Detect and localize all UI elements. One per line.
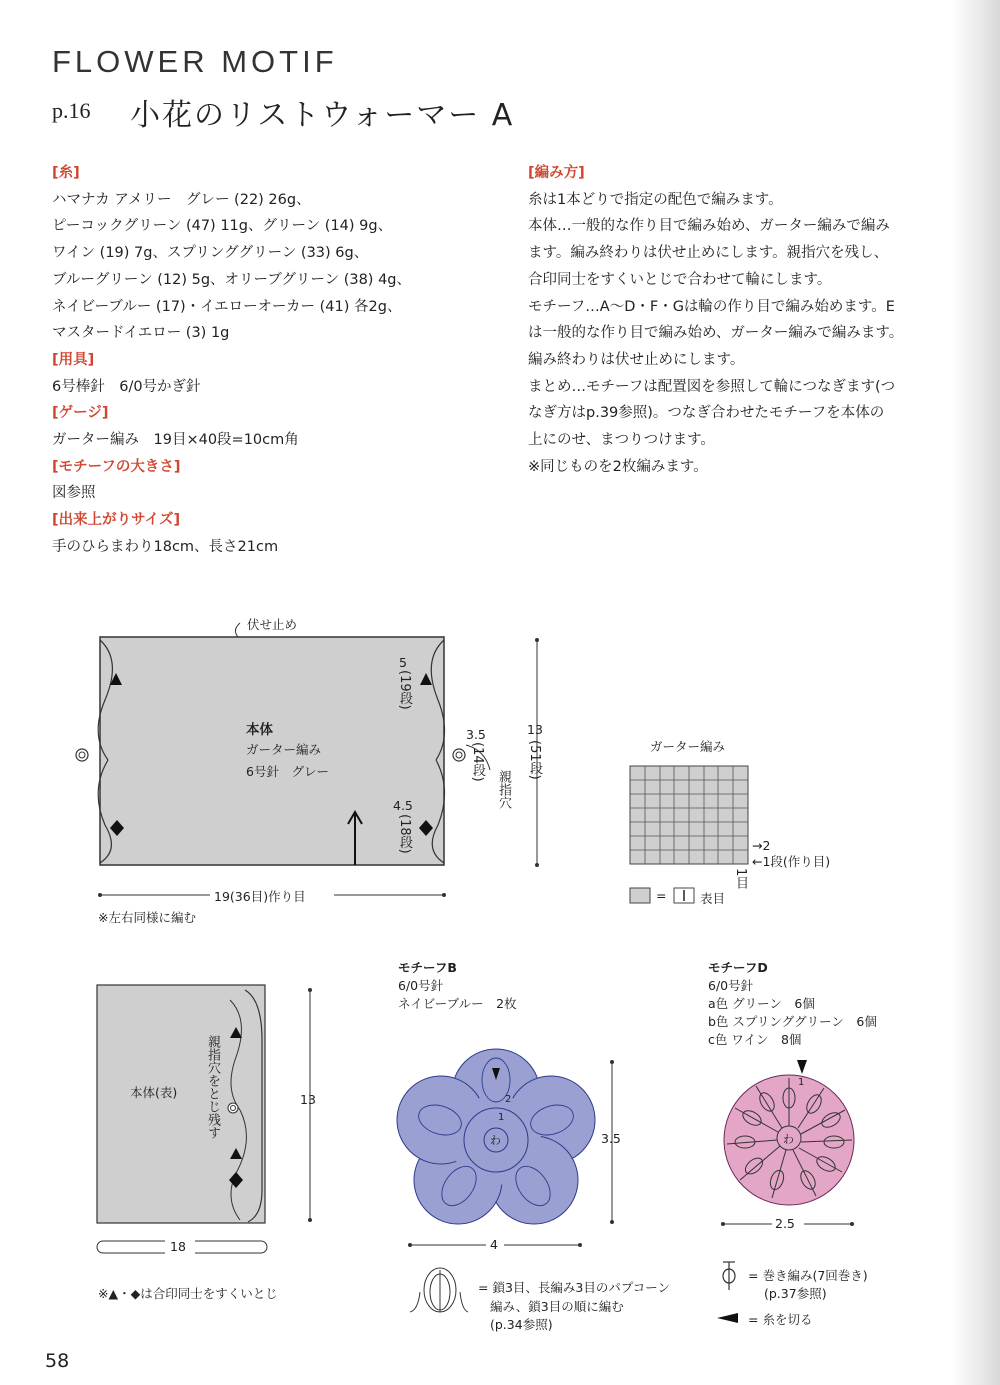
double-circle-mark — [453, 749, 465, 761]
thumb-rows: (14段) — [470, 742, 485, 782]
double-circle-mark — [228, 1103, 238, 1113]
dim-dot — [308, 1218, 312, 1222]
dim-dot — [535, 863, 539, 867]
garter-chart — [630, 766, 748, 903]
assembled-panel — [97, 985, 265, 1223]
method-line: 上にのせ、まつりつけます。 — [528, 432, 715, 449]
dim-dot — [578, 1243, 582, 1247]
gauge-heading: [ゲージ] — [52, 405, 109, 422]
motif-size-heading: [モチーフの大きさ] — [52, 458, 181, 475]
dim-dot — [408, 1243, 412, 1247]
cut-yarn-mark — [797, 1060, 807, 1074]
motif-d-width: 2.5 — [775, 1216, 795, 1231]
cut-legend: = 糸を切る — [748, 1312, 813, 1327]
method-line: 編み終わりは伏せ止めにします。 — [528, 351, 745, 368]
knit-legend-label: 表目 — [700, 891, 726, 906]
height-cm: 13 — [527, 722, 543, 737]
yarn-line: ハマナカ アメリー グレー (22) 26g、 — [52, 191, 311, 208]
top-right-cm: 5 — [399, 655, 407, 670]
dim-dot — [308, 988, 312, 992]
motif-d-color-a: a色 グリーン 6個 — [708, 996, 815, 1011]
page-number: 58 — [45, 1350, 70, 1372]
garter-stitch-num: 1目 — [733, 868, 748, 890]
motif-d-color-c: c色 ワイン 8個 — [708, 1032, 802, 1047]
yarn-line: ネイビーブルー (17)・イエローオーカー (41) 各2g、 — [52, 298, 402, 315]
bind-off-leader — [235, 623, 240, 637]
motif-b-hook: 6/0号針 — [398, 978, 444, 993]
thumb-cm: 3.5 — [466, 727, 486, 742]
bottom-right-rows: (18段) — [397, 814, 412, 854]
method-line: 糸は1本どりで指定の配色で編みます。 — [528, 191, 783, 208]
dim-dot — [610, 1220, 614, 1224]
yarn-line: ワイン (19) 7g、スプリンググリーン (33) 6g、 — [52, 245, 369, 262]
yarn-heading: [糸] — [52, 165, 80, 181]
method-line: 合印同士をすくいとじで合わせて輪にします。 — [528, 271, 832, 288]
assembled-label: 本体(表) — [130, 1085, 178, 1100]
popcorn-legend-3: (p.34参照) — [490, 1317, 553, 1332]
garter-row2: →2 — [752, 838, 771, 853]
motif-b-round2: 2 — [505, 1094, 512, 1105]
method-line: ます。編み終わりは伏せ止めにします。親指穴を残し、 — [528, 245, 889, 262]
body-needle-label: 6号針 グレー — [246, 764, 329, 779]
popcorn-legend-1: = 鎖3目、長編み3目のパプコーン — [478, 1280, 670, 1295]
gauge-text: ガーター編み 19目×40段=10cm角 — [52, 432, 299, 449]
yarn-line: ブルーグリーン (12) 5g、オリーブグリーン (38) 4g、 — [52, 271, 412, 288]
motif-b-center: わ — [490, 1134, 501, 1147]
motif-d-center: わ — [783, 1133, 794, 1146]
width-label: 19(36目)作り目 — [214, 889, 306, 904]
coil-legend-1: = 巻き編み(7回巻き) — [748, 1268, 868, 1283]
cut-yarn-symbol — [717, 1313, 738, 1323]
assembled-width: 18 — [170, 1239, 186, 1254]
top-right-rows: (19段) — [397, 670, 412, 710]
tools-heading: [用具] — [52, 351, 95, 368]
legend-equals: = — [656, 888, 667, 903]
body-stitch-label: ガーター編み — [246, 742, 322, 757]
dim-dot — [850, 1222, 854, 1226]
body-name-label: 本体 — [246, 722, 273, 738]
motif-b-width: 4 — [490, 1237, 498, 1252]
method-line: は一般的な作り目で編み始め、ガーター編みで編みます。 — [528, 325, 904, 342]
tools-text: 6号棒針 6/0号かぎ針 — [52, 378, 201, 395]
finished-size-text: 手のひらまわり18cm、長さ21cm — [52, 538, 279, 555]
garter-title: ガーター編み — [650, 739, 726, 754]
whipstitch-note: ※▲・◆は合印同士をすくいとじ — [98, 1286, 278, 1301]
page-title: 小花のリストウォーマー A — [130, 98, 515, 133]
motif-b-diagram — [397, 1049, 614, 1252]
finished-size-heading: [出来上がりサイズ] — [52, 512, 181, 529]
method-heading: [編み方] — [528, 165, 585, 181]
popcorn-legend-2: 編み、鎖3目の順に編む — [490, 1299, 624, 1314]
bottom-right-cm: 4.5 — [393, 798, 413, 813]
motif-d-title: モチーフD — [708, 960, 768, 975]
yarn-line: ピーコックグリーン (47) 11g、グリーン (14) 9g、 — [52, 218, 393, 235]
motif-b-height: 3.5 — [601, 1131, 621, 1146]
garter-row1: ←1段(作り目) — [752, 854, 831, 869]
bind-off-label: 伏せ止め — [247, 617, 298, 632]
yarn-line: マスタードイエロー (3) 1g — [52, 325, 230, 342]
motif-b-round1: 1 — [498, 1112, 505, 1123]
method-line: なぎ方はp.39参照)。つなぎ合わせたモチーフを本体の — [528, 405, 885, 422]
method-line: まとめ…モチーフは配置図を参照して輪につなぎます(つ — [528, 378, 896, 395]
series-title: FLOWER MOTIF — [52, 44, 338, 79]
dim-dot — [610, 1060, 614, 1064]
assembled-height: 13 — [300, 1092, 316, 1107]
motif-d-color-b: b色 スプリンググリーン 6個 — [708, 1014, 877, 1029]
coil-stitch-symbol — [723, 1262, 735, 1290]
thumb-leave-open-label: 親指穴をとじ残す — [205, 1035, 220, 1139]
motif-d-hook: 6/0号針 — [708, 978, 754, 993]
height-rows: (51段) — [527, 740, 542, 780]
dim-dot — [98, 893, 102, 897]
thumb-hole-label: 親指穴 — [496, 770, 511, 809]
popcorn-symbol — [410, 1268, 468, 1312]
legend-gray-cell — [630, 888, 650, 903]
page-reference: p.16 — [52, 98, 91, 123]
motif-size-text: 図参照 — [52, 485, 96, 502]
coil-legend-2: (p.37参照) — [764, 1286, 827, 1301]
method-line: モチーフ…A～D・F・Gは輪の作り目で編み始めます。E — [528, 298, 895, 315]
dim-dot — [721, 1222, 725, 1226]
motif-b-color: ネイビーブルー 2枚 — [398, 996, 517, 1011]
mirror-note: ※左右同様に編む — [98, 910, 196, 925]
dim-dot — [442, 893, 446, 897]
method-line: ※同じものを2枚編みます。 — [528, 458, 708, 475]
dim-dot — [535, 638, 539, 642]
double-circle-mark — [76, 749, 88, 761]
motif-d-round1: 1 — [798, 1077, 805, 1088]
method-line: 本体…一般的な作り目で編み始め、ガーター編みで編み — [528, 218, 890, 235]
motif-b-title: モチーフB — [398, 960, 457, 975]
